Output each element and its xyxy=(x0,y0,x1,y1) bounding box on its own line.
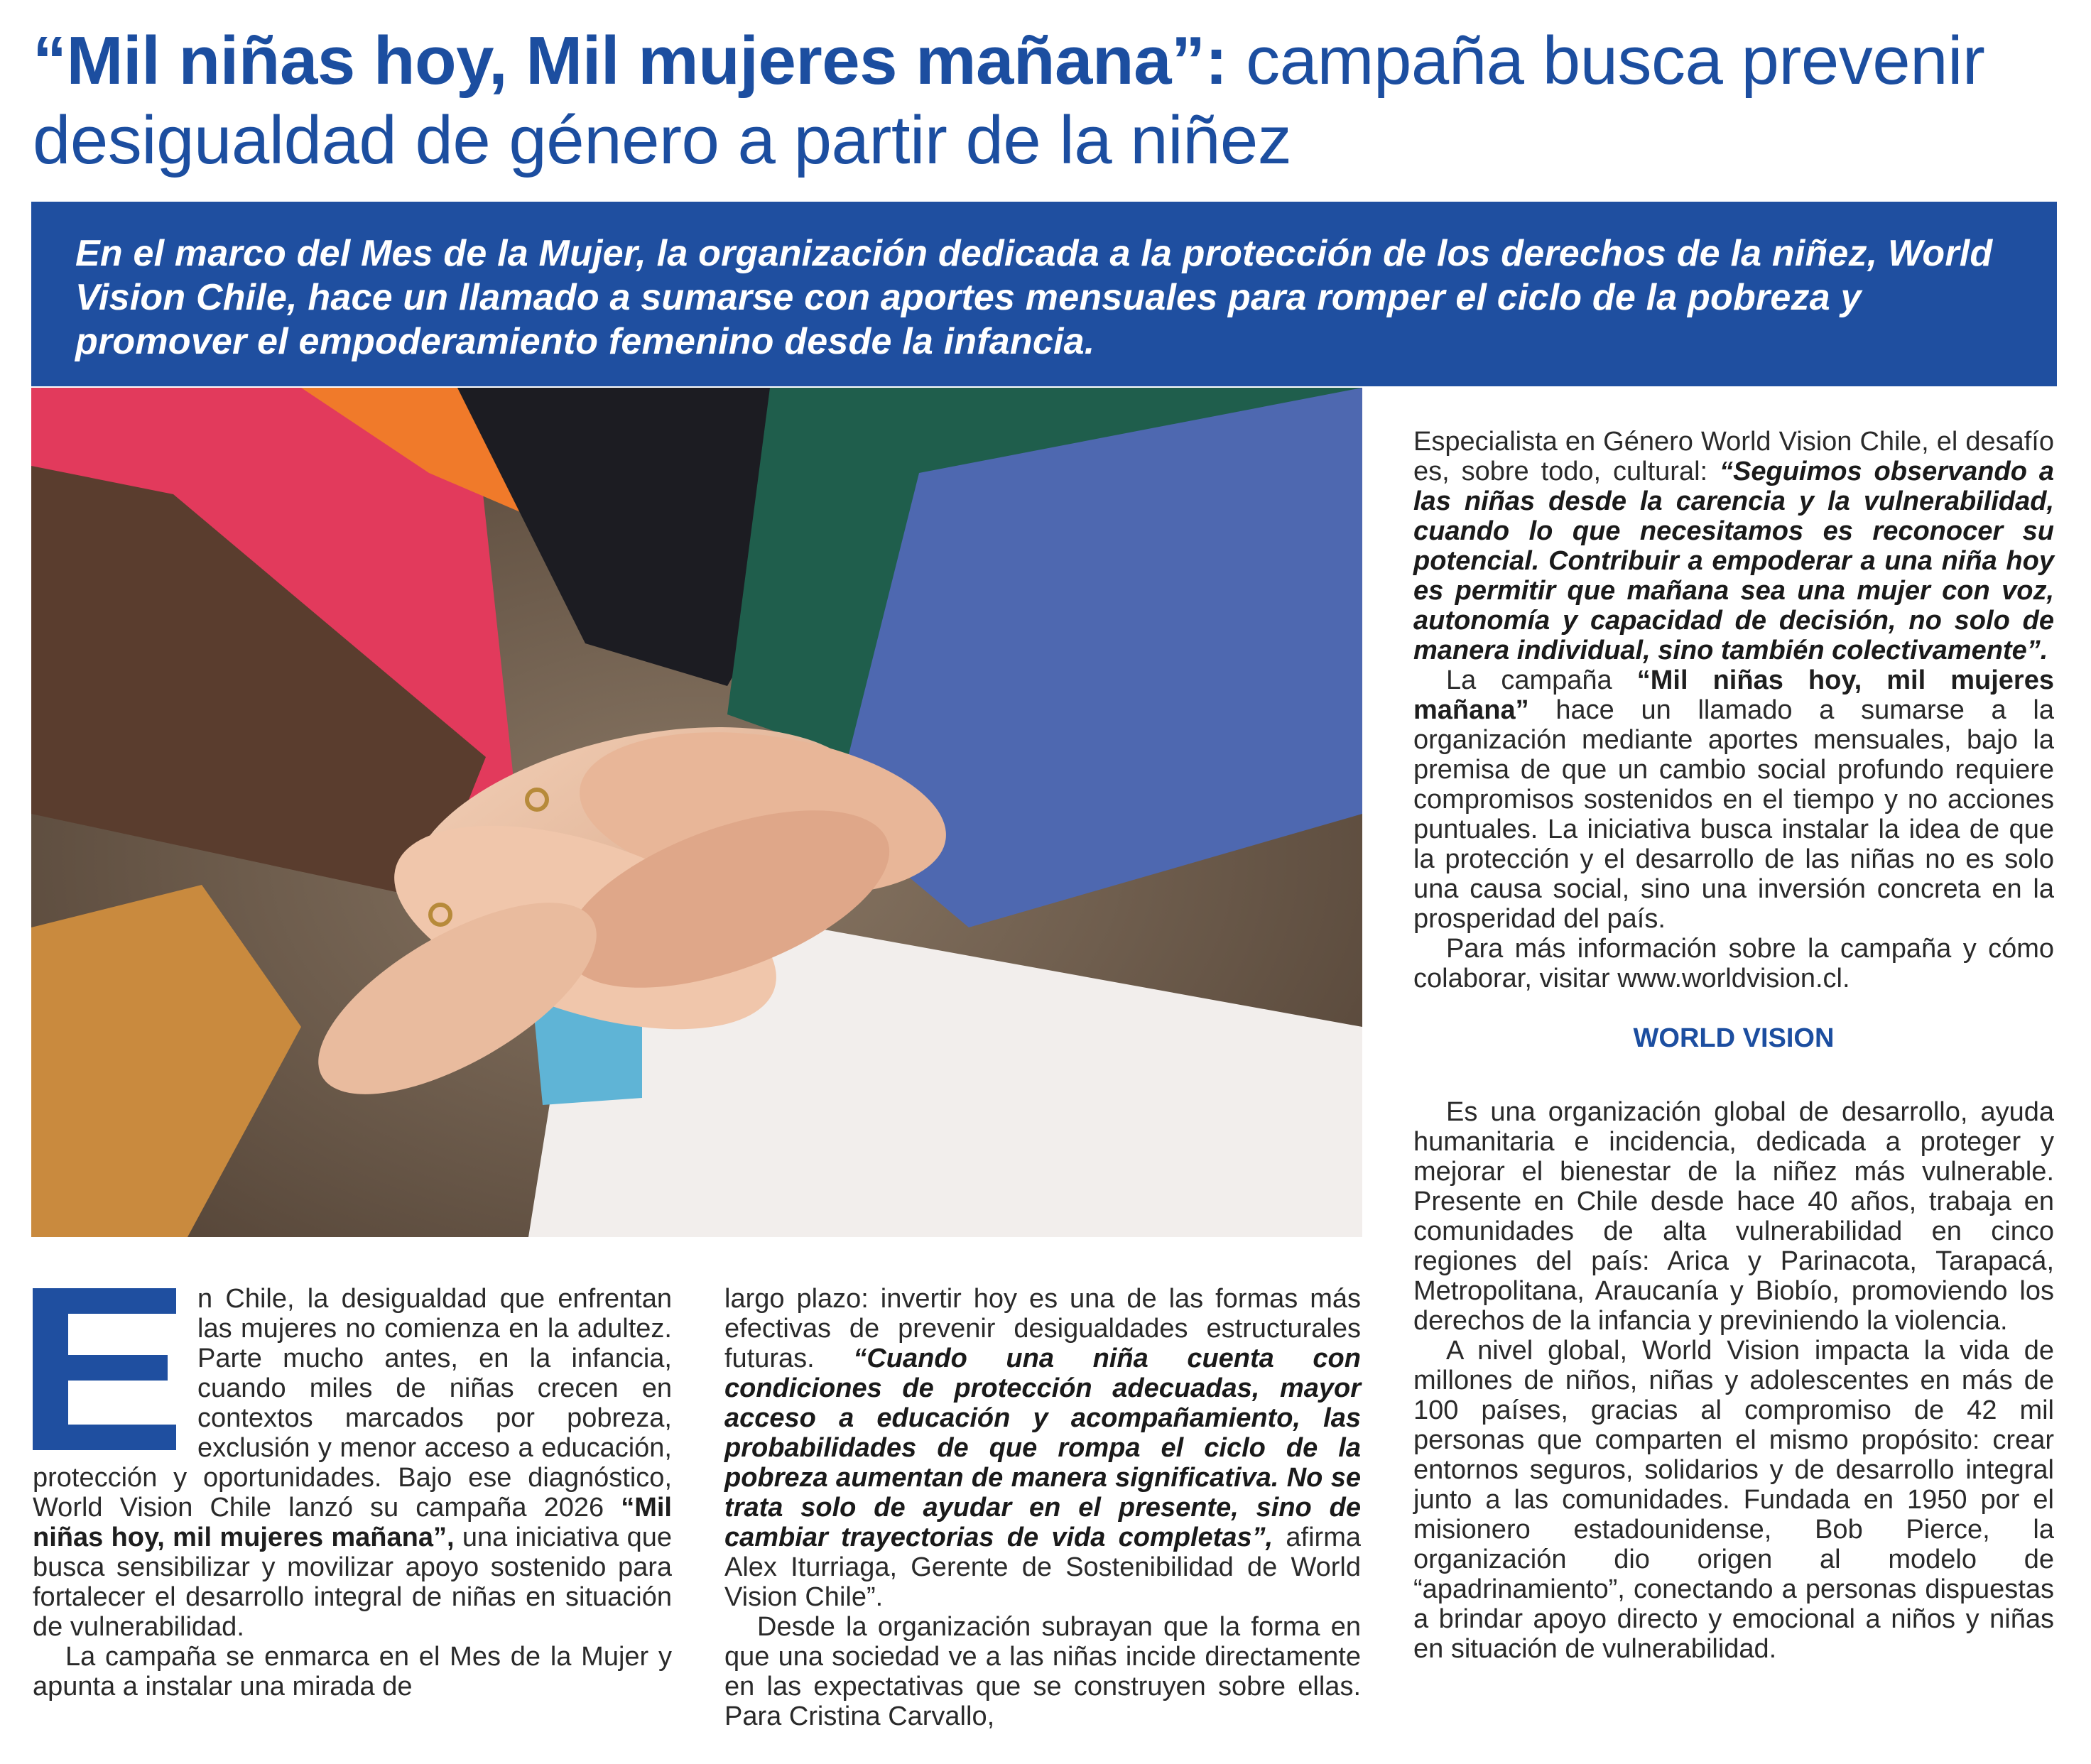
col3-paragraph-2: La campaña “Mil niñas hoy, mil mujeres mañana” hace un llamado a sumarse a la organización mediante aportes mensuales, bajo la premisa de que un cambio social profundo requiere compromisos sostenidos en el tiempo y no acciones puntuales. La iniciativa busca instalar la idea de que la protección y el desarrollo de las niñas no es solo una causa social, sino una inversión concreta en la prosperidad del país. xyxy=(1413,665,2054,934)
iturriaga-quote: “Cuando una niña cuenta con condiciones de protección adecuadas, mayor acceso a educación y acompañamiento, las probabilidades de que rompa el ciclo de la pobreza aumentan de manera significativa. No se trata solo de ayudar en el presente, sino de cambiar trayectorias de vida completas”, xyxy=(724,1344,1361,1552)
headline xyxy=(33,21,2064,180)
drop-cap-e xyxy=(33,1288,176,1450)
sidebar-paragraph-2: A nivel global, World Vision impacta la vida de millones de niños, niñas y adolescentes en más de 100 países, gracias al compromiso de 42 mil personas que comparten el mismo propósito: crear entornos seguros, solidarios y de desarrollo integral junto a las comunidades. Fundada en 1950 por el misionero estadounidense, Bob Pierce, la organización dio origen al modelo de “apadrinamiento”, conectando a personas dispuestas a brindar apoyo directo y emocional a niños y niñas en situación de vulnerabilidad. xyxy=(1413,1336,2054,1664)
col3-paragraph-1: Especialista en Género World Vision Chile, el desafío es, sobre todo, cultural: “Seguimos observando a las niñas desde la carencia y la vulnerabilidad, cuando lo que necesitamos es reconocer su potencial. Contribuir a empoderar a una niña hoy es permitir que mañana sea una mujer con voz, autonomía y capacidad de decisión, no solo de manera individual, sino también colectivamente”. xyxy=(1413,427,2054,665)
col2-paragraph-1: largo plazo: invertir hoy es una de las formas más efectivas de prevenir desigualdades estructurales futuras. “Cuando una niña cuenta con condiciones de protección adecuadas, mayor acceso a educación y acompañamiento, las probabilidades de que rompa el ciclo de la pobreza aumentan de manera significativa. No se trata solo de ayudar en el presente, sino de cambiar trayectorias de vida completas”, afirma Alex Iturriaga, Gerente de Sostenibilidad de World Vision Chile”. xyxy=(724,1284,1361,1612)
sidebar-paragraph-1: Es una organización global de desarrollo, ayuda humanitaria e incidencia, dedicada a proteger y mejorar el bienestar de la niñez más vulnerable. Presente en Chile desde hace 40 años, trabaja en comunidades de alta vulnerabilidad en cinco regiones del país: Arica y Parinacota, Tarapacá, Metropolitana, Araucanía y Biobío, promoviendo los derechos de la infancia y previniendo la violencia. xyxy=(1413,1097,2054,1336)
hands-together-illustration xyxy=(31,388,1362,1237)
lead-box xyxy=(31,202,2057,386)
carvallo-quote: “Seguimos observando a las niñas desde la carencia y la vulnerabilidad, cuando lo que necesitamos es reconocer su potencial. Contribuir a empoderar a una niña hoy es permitir que mañana sea una mujer con voz, autonomía y capacidad de decisión, no solo de manera individual, sino también colectivamente”. xyxy=(1413,457,2054,665)
col3-paragraph-3: Para más información sobre la campaña y cómo colaborar, visitar www.worldvision.cl. xyxy=(1413,934,2054,993)
headline-rest: campaña busca prevenir desigualdad de género a partir de la niñez xyxy=(33,23,1985,178)
article-column-1 xyxy=(33,1284,672,1702)
lead-paragraph: En el marco del Mes de la Mujer, la organización dedicada a la protección de los derechos de la niñez, World Vision Chile, hace un llamado a sumarse con aportes mensuales para romper el ciclo de la pobreza y promover el empoderamiento femenino desde la infancia. xyxy=(75,233,1993,362)
col1-paragraph-2: La campaña se enmarca en el Mes de la Mujer y apunta a instalar una mirada de xyxy=(33,1642,672,1702)
sidebar-title: WORLD VISION xyxy=(1633,1023,1835,1053)
article-column-3 xyxy=(1413,427,2054,1664)
article-photo xyxy=(31,388,1362,1237)
col1-paragraph-1: n Chile, la desigualdad que enfrentan las mujeres no comienza en la adultez. Parte mucho antes, en la infancia, cuando miles de niñas crecen en contextos marcados por pobreza, exclusión y menor acceso a educación, protección y oportunidades. Bajo ese diagnóstico, World Vision Chile lanzó su campaña 2026 “Mil niñas hoy, mil mujeres mañana”, una iniciativa que busca sensibilizar y movilizar apoyo sostenido para fortalecer el desarrollo integral de niñas en situación de vulnerabilidad. xyxy=(33,1284,672,1642)
col2-paragraph-2: Desde la organización subrayan que la forma en que una sociedad ve a las niñas incide directamente en las expectativas que se construyen sobre ellas. Para Cristina Carvallo, xyxy=(724,1612,1361,1731)
article-column-2 xyxy=(724,1284,1361,1731)
headline-bold: “Mil niñas hoy, Mil mujeres mañana”: xyxy=(33,23,1227,99)
